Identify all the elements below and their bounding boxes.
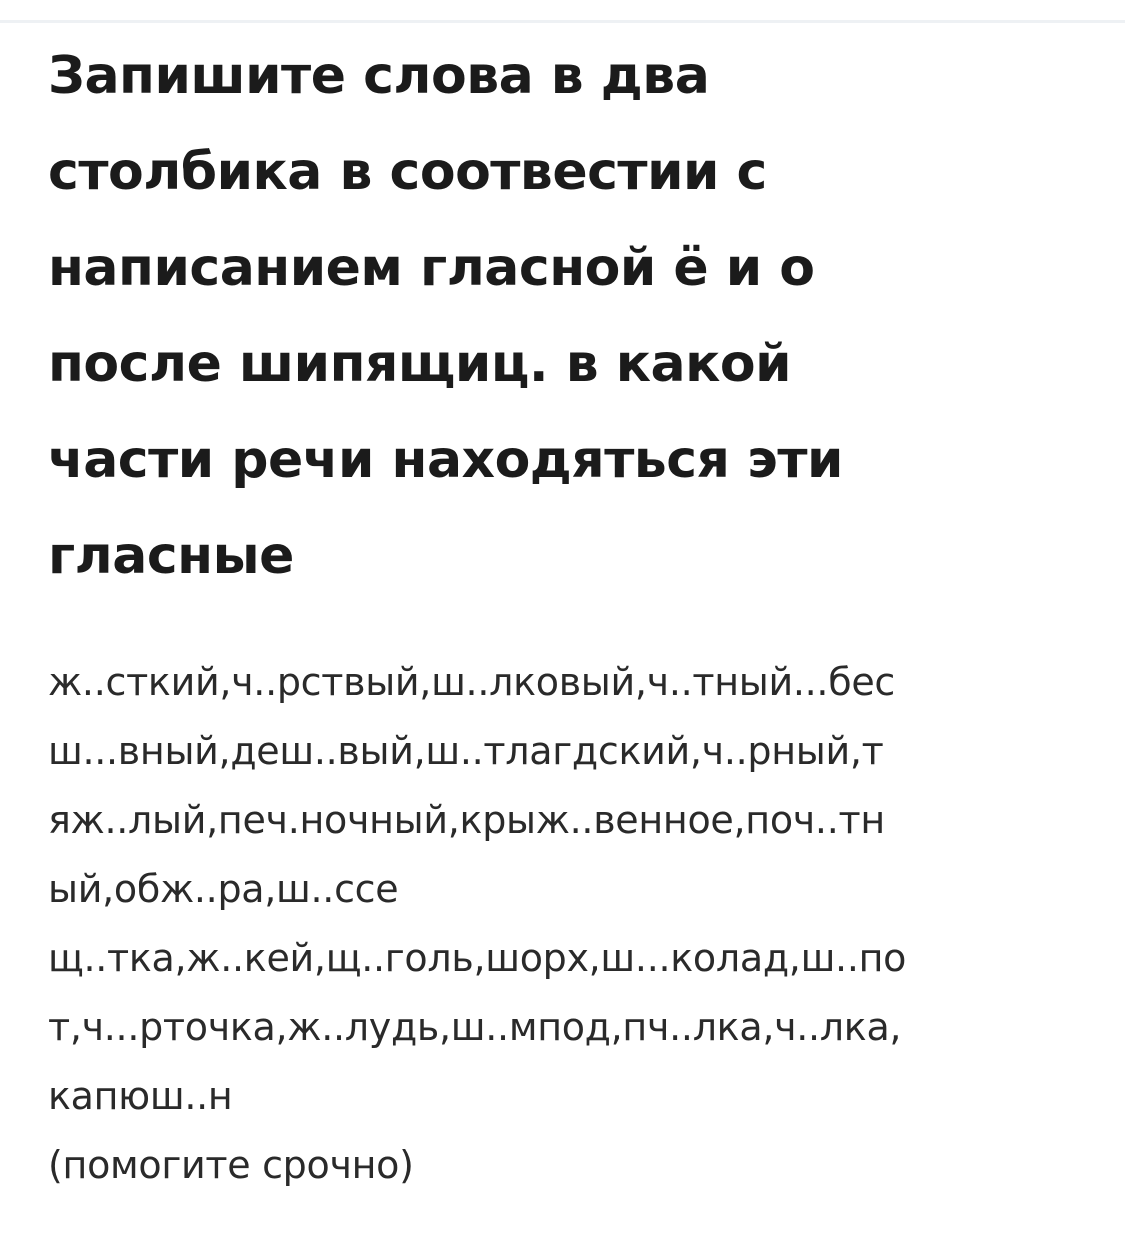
- body-line: (помогите срочно): [48, 1143, 414, 1187]
- body-line: капюш..н: [48, 1074, 233, 1118]
- top-divider: [0, 20, 1125, 23]
- body-line: щ..тка,ж..кей,щ..голь,шорх,ш...колад,ш..по: [48, 936, 907, 980]
- title-line: части речи находяться эти: [48, 430, 843, 490]
- title-line: Запишите слова в два: [48, 46, 710, 106]
- question-body: [48, 648, 1098, 1200]
- title-line: гласные: [48, 526, 294, 586]
- body-line: ш...вный,деш..вый,ш..тлагдский,ч..рный,т: [48, 729, 884, 773]
- title-line: написанием гласной ё и о: [48, 238, 815, 298]
- body-line: ж..сткий,ч..рствый,ш..лковый,ч..тный...бес: [48, 660, 896, 704]
- body-line: т,ч...рточка,ж..лудь,ш..мпод,пч..лка,ч..лка,: [48, 1005, 902, 1049]
- title-line: столбика в соотвестии с: [48, 142, 767, 202]
- title-line: после шипящиц. в какой: [48, 334, 792, 394]
- body-line: ый,обж..ра,ш..ссе: [48, 867, 399, 911]
- question-title: [48, 28, 1088, 604]
- body-line: яж..лый,печ.ночный,крыж..венное,поч..тн: [48, 798, 885, 842]
